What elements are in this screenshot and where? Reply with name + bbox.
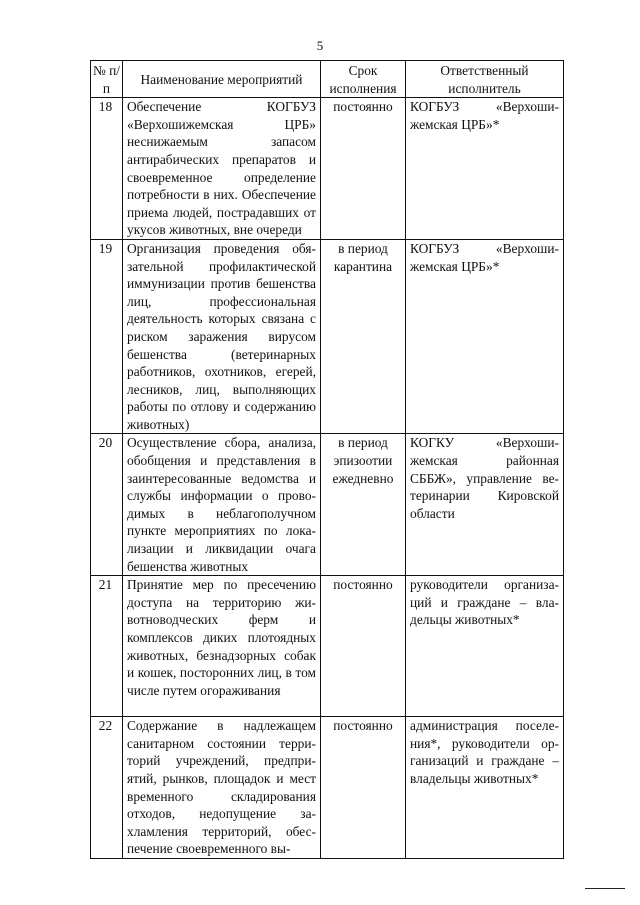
page-number: 5 <box>316 38 324 53</box>
table-row <box>91 434 564 576</box>
row-term: постоянно <box>321 576 406 717</box>
row-measure-name: Содержание в надлежащем санитарном состоянии территорий учреждений, предприятий, рынков, площадок и мест временного складирования отходов, недопущение захламления территорий, обеспечение своевременного вы- <box>123 717 321 859</box>
row-responsible: администрация поселения*, руководители организаций и граждане – владельцы животных* <box>406 717 564 859</box>
row-term: постоянно <box>321 98 406 240</box>
row-responsible: КОГБУЗ «Верхошижемская ЦРБ»* <box>406 98 564 240</box>
row-term: постоянно <box>321 717 406 859</box>
table-row <box>91 717 564 859</box>
row-num: 18 <box>91 98 123 240</box>
row-measure-name: Принятие мер по пресечению доступа на территорию животноводческих ферм и комплексов диких плотоядных животных, безнадзорных собак и кошек, посторонних лиц, в том числе путем огораживания <box>123 576 321 717</box>
measures-table <box>90 60 564 859</box>
table-row <box>91 98 564 240</box>
row-measure-name: Обеспечение КОГБУЗ «Верхошижемская ЦРБ» неснижаемым запасом антирабических препаратов и своевременное определение потребности в них. Обеспечение приема людей, пострадавших от укусов животных, вне очереди <box>123 98 321 240</box>
header-term: Срок исполнения <box>321 61 406 98</box>
row-term: в период эпизоотии ежедневно <box>321 434 406 576</box>
corner-divider-line <box>585 888 625 889</box>
table-row <box>91 239 564 434</box>
row-responsible: КОГБУЗ «Верхошижемская ЦРБ»* <box>406 239 564 434</box>
table-row <box>91 576 564 717</box>
row-term: в период карантина <box>321 239 406 434</box>
row-measure-name: Осуществление сбора, анализа, обобщения и представления в заинтересованные ведомства и службы информации о проводимых в неблагополучном пункте мероприятиях по локализации и ликвидации очага бешенства животных <box>123 434 321 576</box>
header-num: № п/п <box>91 61 123 98</box>
header-name: Наименование мероприятий <box>123 61 321 98</box>
header-resp: Ответственный исполнитель <box>406 61 564 98</box>
row-num: 21 <box>91 576 123 717</box>
table-header-row <box>91 61 564 98</box>
row-responsible: руководители организаций и граждане – владельцы животных* <box>406 576 564 717</box>
row-responsible: КОГКУ «Верхошижемская районная СББЖ», управление ветеринарии Кировской области <box>406 434 564 576</box>
row-measure-name: Организация проведения обязательной профилактической иммунизации против бешенства лиц, профессиональная деятельность которых связана с риском заражения вирусом бешенства (ветеринарных работников, охотников, егерей, лесников, лиц, выполняющих работы по отлову и содержанию животных) <box>123 239 321 434</box>
row-num: 22 <box>91 717 123 859</box>
row-num: 20 <box>91 434 123 576</box>
row-num: 19 <box>91 239 123 434</box>
